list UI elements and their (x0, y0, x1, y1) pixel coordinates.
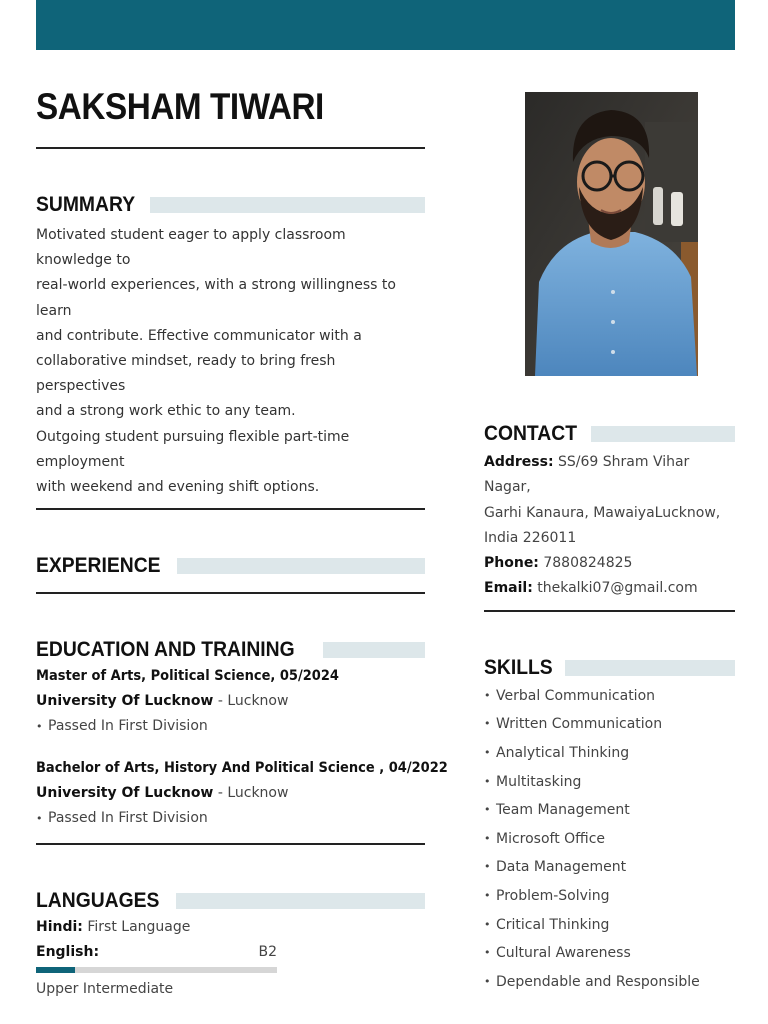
summary-line: Motivated student eager to apply classroom knowledge to (36, 227, 346, 269)
degree-title: Master of Arts, Political Science, 05/2024 (36, 668, 339, 685)
bullet-mark: • (484, 917, 491, 931)
bullet-mark: • (484, 688, 491, 702)
contact-divider (484, 610, 735, 612)
skill-name: Dependable and Responsible (496, 973, 700, 990)
education-detail (36, 806, 425, 831)
main-column (36, 80, 448, 1002)
skill-name: Microsoft Office (496, 830, 606, 847)
education-section (36, 638, 448, 831)
skill-name: Analytical Thinking (496, 744, 630, 761)
bullet-mark: • (36, 720, 43, 734)
summary-line: and a strong work ethic to any team. (36, 403, 296, 420)
summary-line: real-world experiences, with a strong willingness to learn (36, 277, 396, 319)
language-value: First Language (87, 919, 191, 936)
language-hindi (36, 915, 425, 940)
language-label: Hindi: (36, 919, 83, 936)
candidate-name: SAKSHAM TIWARI (36, 86, 324, 127)
skill-item (484, 739, 735, 768)
bullet-mark: • (484, 831, 491, 845)
education-entry (36, 756, 448, 831)
skill-name: Critical Thinking (496, 916, 610, 933)
bullet-mark: • (484, 745, 491, 759)
summary-line: Outgoing student pursuing flexible part-time employment (36, 428, 350, 470)
language-label: English: (36, 944, 100, 961)
bullet-mark: • (484, 717, 491, 731)
skill-item (484, 968, 735, 997)
bullet-mark: • (36, 812, 43, 826)
location-separator: - (213, 693, 228, 710)
summary-title: SUMMARY (36, 193, 136, 216)
education-detail-text: Passed In First Division (48, 718, 208, 735)
address-line: Garhi Kanaura, MawaiyaLucknow, (484, 504, 721, 521)
skill-name: Multitasking (496, 773, 582, 790)
skill-item (484, 768, 735, 797)
education-divider (36, 843, 425, 845)
skill-name: Team Management (496, 802, 630, 819)
address-line: India 226011 (484, 529, 577, 546)
skill-item (484, 682, 735, 711)
experience-title-bar (177, 558, 425, 574)
languages-heading (36, 889, 425, 913)
education-title: EDUCATION AND TRAINING (36, 638, 295, 662)
language-english (36, 940, 277, 965)
side-column (484, 92, 735, 996)
skills-heading (484, 656, 735, 680)
summary-divider (36, 508, 425, 510)
education-detail (36, 714, 425, 739)
languages-title-bar (176, 893, 425, 909)
school-name: University Of Lucknow (36, 693, 214, 710)
contact-phone (484, 551, 735, 576)
address-line: SS/69 Shram Vihar Nagar, (484, 454, 690, 496)
contact-section (484, 422, 735, 602)
bullet-mark: • (484, 803, 491, 817)
email-label: Email: (484, 580, 533, 597)
summary-text (36, 223, 425, 500)
school-location: Lucknow (227, 785, 289, 802)
language-description: Upper Intermediate (36, 981, 174, 998)
skill-item (484, 853, 735, 882)
contact-heading (484, 422, 735, 446)
skills-title: SKILLS (484, 655, 553, 679)
summary-title-bar (150, 197, 425, 213)
school-name: University Of Lucknow (36, 785, 214, 802)
name-divider (36, 147, 425, 149)
degree-title: Bachelor of Arts, History And Political Science , 04/2022 (36, 760, 448, 777)
languages-title: LANGUAGES (36, 889, 160, 913)
email-value: thekalki07@gmail.com (537, 580, 698, 597)
summary-line: with weekend and evening shift options. (36, 479, 320, 496)
skill-name: Problem-Solving (496, 887, 610, 904)
experience-section (36, 554, 425, 578)
language-proficiency-fill (36, 967, 75, 973)
contact-title: CONTACT (484, 422, 578, 445)
bullet-mark: • (484, 888, 491, 902)
location-separator: - (213, 785, 228, 802)
bullet-mark: • (484, 774, 491, 788)
school-location: Lucknow (227, 693, 289, 710)
experience-heading (36, 554, 425, 578)
summary-line: collaborative mindset, ready to bring fresh perspectives (36, 353, 336, 395)
skill-name: Verbal Communication (496, 687, 656, 704)
education-entry (36, 664, 425, 739)
education-heading (36, 638, 425, 662)
experience-divider (36, 592, 425, 594)
skill-item (484, 710, 735, 739)
contact-email (484, 576, 735, 601)
education-detail-text: Passed In First Division (48, 810, 208, 827)
language-level: B2 (258, 944, 277, 961)
phone-label: Phone: (484, 555, 539, 572)
skill-name: Data Management (496, 859, 627, 876)
contact-address (484, 450, 735, 501)
skills-title-bar (565, 660, 735, 676)
languages-section (36, 889, 425, 1002)
summary-heading (36, 193, 425, 217)
profile-photo-image (525, 92, 698, 376)
contact-title-bar (591, 426, 735, 442)
experience-title: EXPERIENCE (36, 554, 161, 578)
skill-item (484, 882, 735, 911)
skill-name: Cultural Awareness (496, 945, 631, 962)
profile-photo (525, 92, 698, 376)
bullet-mark: • (484, 974, 491, 988)
bullet-mark: • (484, 860, 491, 874)
skill-item (484, 796, 735, 825)
bullet-mark: • (484, 946, 491, 960)
school-line (36, 689, 425, 714)
skill-item (484, 911, 735, 940)
language-proficiency-track (36, 967, 277, 973)
skill-item (484, 939, 735, 968)
skills-section (484, 656, 735, 997)
address-label: Address: (484, 454, 554, 470)
education-title-bar (323, 642, 425, 658)
summary-section (36, 193, 425, 500)
phone-value: 7880824825 (543, 555, 633, 572)
summary-line: and contribute. Effective communicator with a (36, 327, 362, 344)
school-line (36, 781, 425, 806)
header-banner (36, 0, 735, 50)
skill-item (484, 825, 735, 854)
skill-name: Written Communication (496, 716, 663, 733)
